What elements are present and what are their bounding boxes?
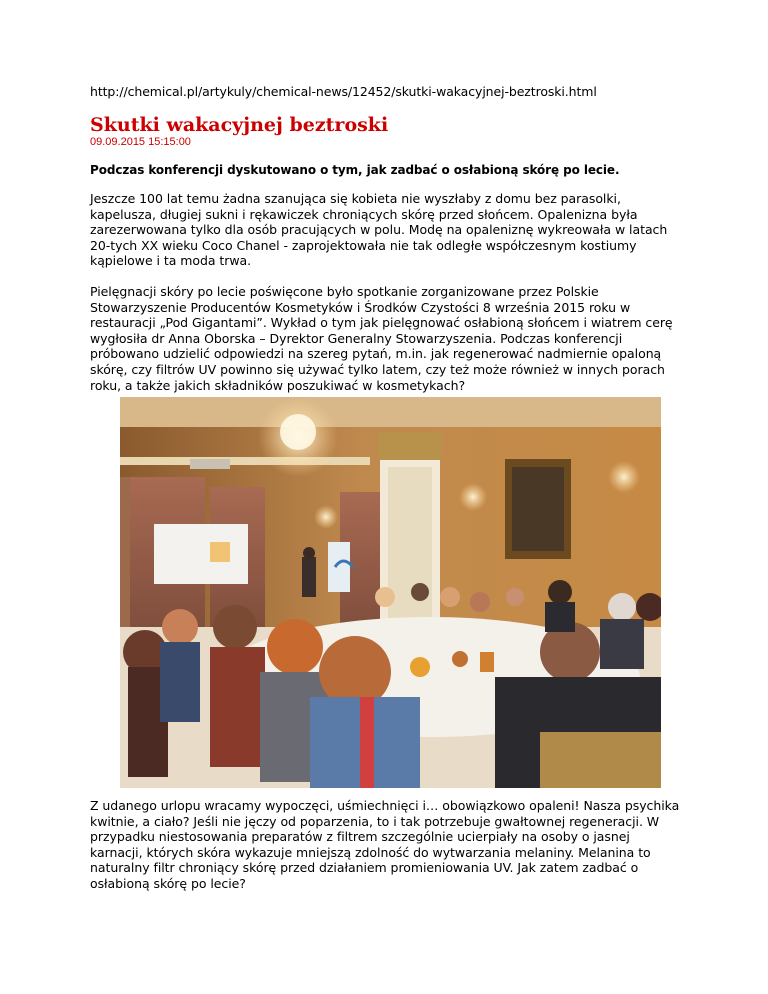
conference-photo [120,397,661,788]
article-paragraph-3: Z udanego urlopu wracamy wypoczęci, uśmiechnięci i… obowiązkowo opaleni! Nasza psychika kwitnie, a ciało? Jeśli nie jęczy od poparzenia, to i tak potrzebuje gwałtownej regeneracji. W przypadku niestosowania preparatów z filtrem szczególnie ucierpiały na osoby o jasnej karnacji, których skóra wykazuje mniejszą zdolność do wytwarzania melaniny. Melanina to naturalny filtr chroniący skórę przed działaniem promieniowania UV. Jak zatem zadbać o osłabioną skórę po lecie? [90,798,680,891]
article-date: 09.09.2015 15:15:00 [90,136,191,148]
article-paragraph-1: Jeszcze 100 lat temu żadna szanująca się kobieta nie wyszłaby z domu bez parasolki, kapelusza, długiej sukni i rękawiczek chroniących skórę przed słońcem. Opalenizna była zarezerwowana tylko dla osób pracujących w polu. Modę na opaleniznę wykreowała w latach 20-tych XX wieku Coco Chanel - zaprojektowała nie tak odległe współczesnym kostiumy kąpielowe i ta moda trwa. [90,191,668,269]
article-lead: Podczas konferencji dyskutowano o tym, jak zadbać o osłabioną skórę po lecie. [90,163,620,177]
article-paragraph-2: Pielęgnacji skóry po lecie poświęcone było spotkanie zorganizowane przez Polskie Stowarzyszenie Producentów Kosmetyków i Środków Czystości 8 września 2015 roku w restauracji „Pod Gigantami”. Wykład o tym jak pielęgnować osłabioną słońcem i wiatrem cerę wygłosiła dr Anna Oborska – Dyrektor Generalny Stowarzyszenia. Podczas konferencji próbowano udzielić odpowiedzi na szereg pytań, m.in. jak regenerować nadmiernie opaloną skórę, czy filtrów UV powinno się używać tylko latem, czy też może również w innych porach roku, a także jakich składników poszukiwać w kosmetykach? [90,284,673,393]
source-url[interactable]: http://chemical.pl/artykuly/chemical-news/12452/skutki-wakacyjnej-beztroski.html [90,84,597,99]
article-title: Skutki wakacyjnej beztroski [90,114,389,136]
